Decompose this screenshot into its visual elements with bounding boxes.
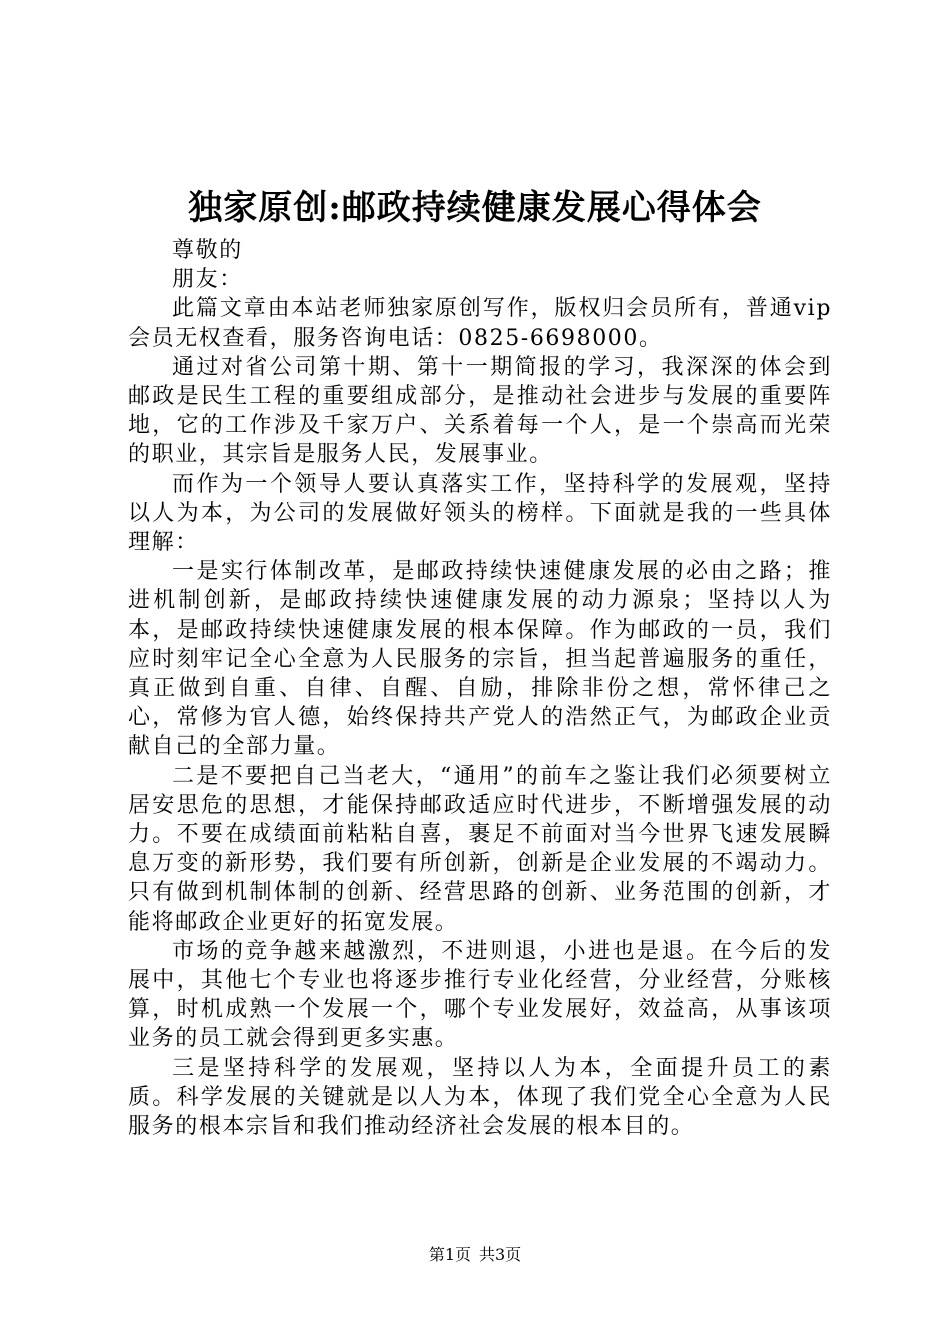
document-title: 独家原创:邮政持续健康发展心得体会 [188,188,762,228]
salutation-line-1: 尊敬的 [172,238,243,263]
paragraph-copyright: 此篇文章由本站老师独家原创写作，版权归会员所有，普通vip会员无权查看，服务咨询电话：0825-6698000。 [128,296,832,351]
page-total: 共3页 [479,1245,522,1264]
paragraph-leadership: 而作为一个领导人要认真落实工作，坚持科学的发展观，坚持以人为本，为公司的发展做好领头的榜样。下面就是我的一些具体理解： [128,471,832,556]
page-number: 第1页 [428,1245,471,1264]
paragraph-point-one: 一是实行体制改革，是邮政持续快速健康发展的必由之路；推进机制创新，是邮政持续快速健康发展的动力源泉；坚持以人为本，是邮政持续快速健康发展的根本保障。作为邮政的一员，我们应时刻牢记全心全意为人民服务的宗旨，担当起普遍服务的重任，真正做到自重、自律、自醒、自励，排除非份之想，常怀律己之心，常修为官人德，始终保持共产党人的浩然正气，为邮政企业贡献自己的全部力量。 [128,559,832,760]
salutation-line-2: 朋友： [172,267,243,293]
page-footer [0,1243,950,1267]
paragraph-point-three: 三是坚持科学的发展观，坚持以人为本，全面提升员工的素质。科学发展的关键就是以人为本，体现了我们党全心全意为人民服务的根本宗旨和我们推动经济社会发展的根本目的。 [128,1055,832,1140]
paragraph-market: 市场的竞争越来越激烈，不进则退，小进也是退。在今后的发展中，其他七个专业也将逐步推行专业化经营，分业经营，分账核算，时机成熟一个发展一个，哪个专业发展好，效益高，从事该项业务的员工就会得到更多实惠。 [128,938,832,1052]
paragraph-point-two: 二是不要把自己当老大，“通用”的前车之鉴让我们必须要树立居安思危的思想，才能保持邮政适应时代进步，不断增强发展的动力。不要在成绩面前粘粘自喜，裹足不前面对当今世界飞速发展瞬息万变的新形势，我们要有所创新，创新是企业发展的不竭动力。只有做到机制体制的创新、经营思路的创新、业务范围的创新，才能将邮政企业更好的拓宽发展。 [128,763,832,935]
document-body [128,236,832,1141]
paragraph-intro: 通过对省公司第十期、第十一期简报的学习，我深深的体会到邮政是民生工程的重要组成部分，是推动社会进步与发展的重要阵地，它的工作涉及千家万户、关系着每一个人，是一个崇高而光荣的职业，其宗旨是服务人民，发展事业。 [128,354,832,468]
